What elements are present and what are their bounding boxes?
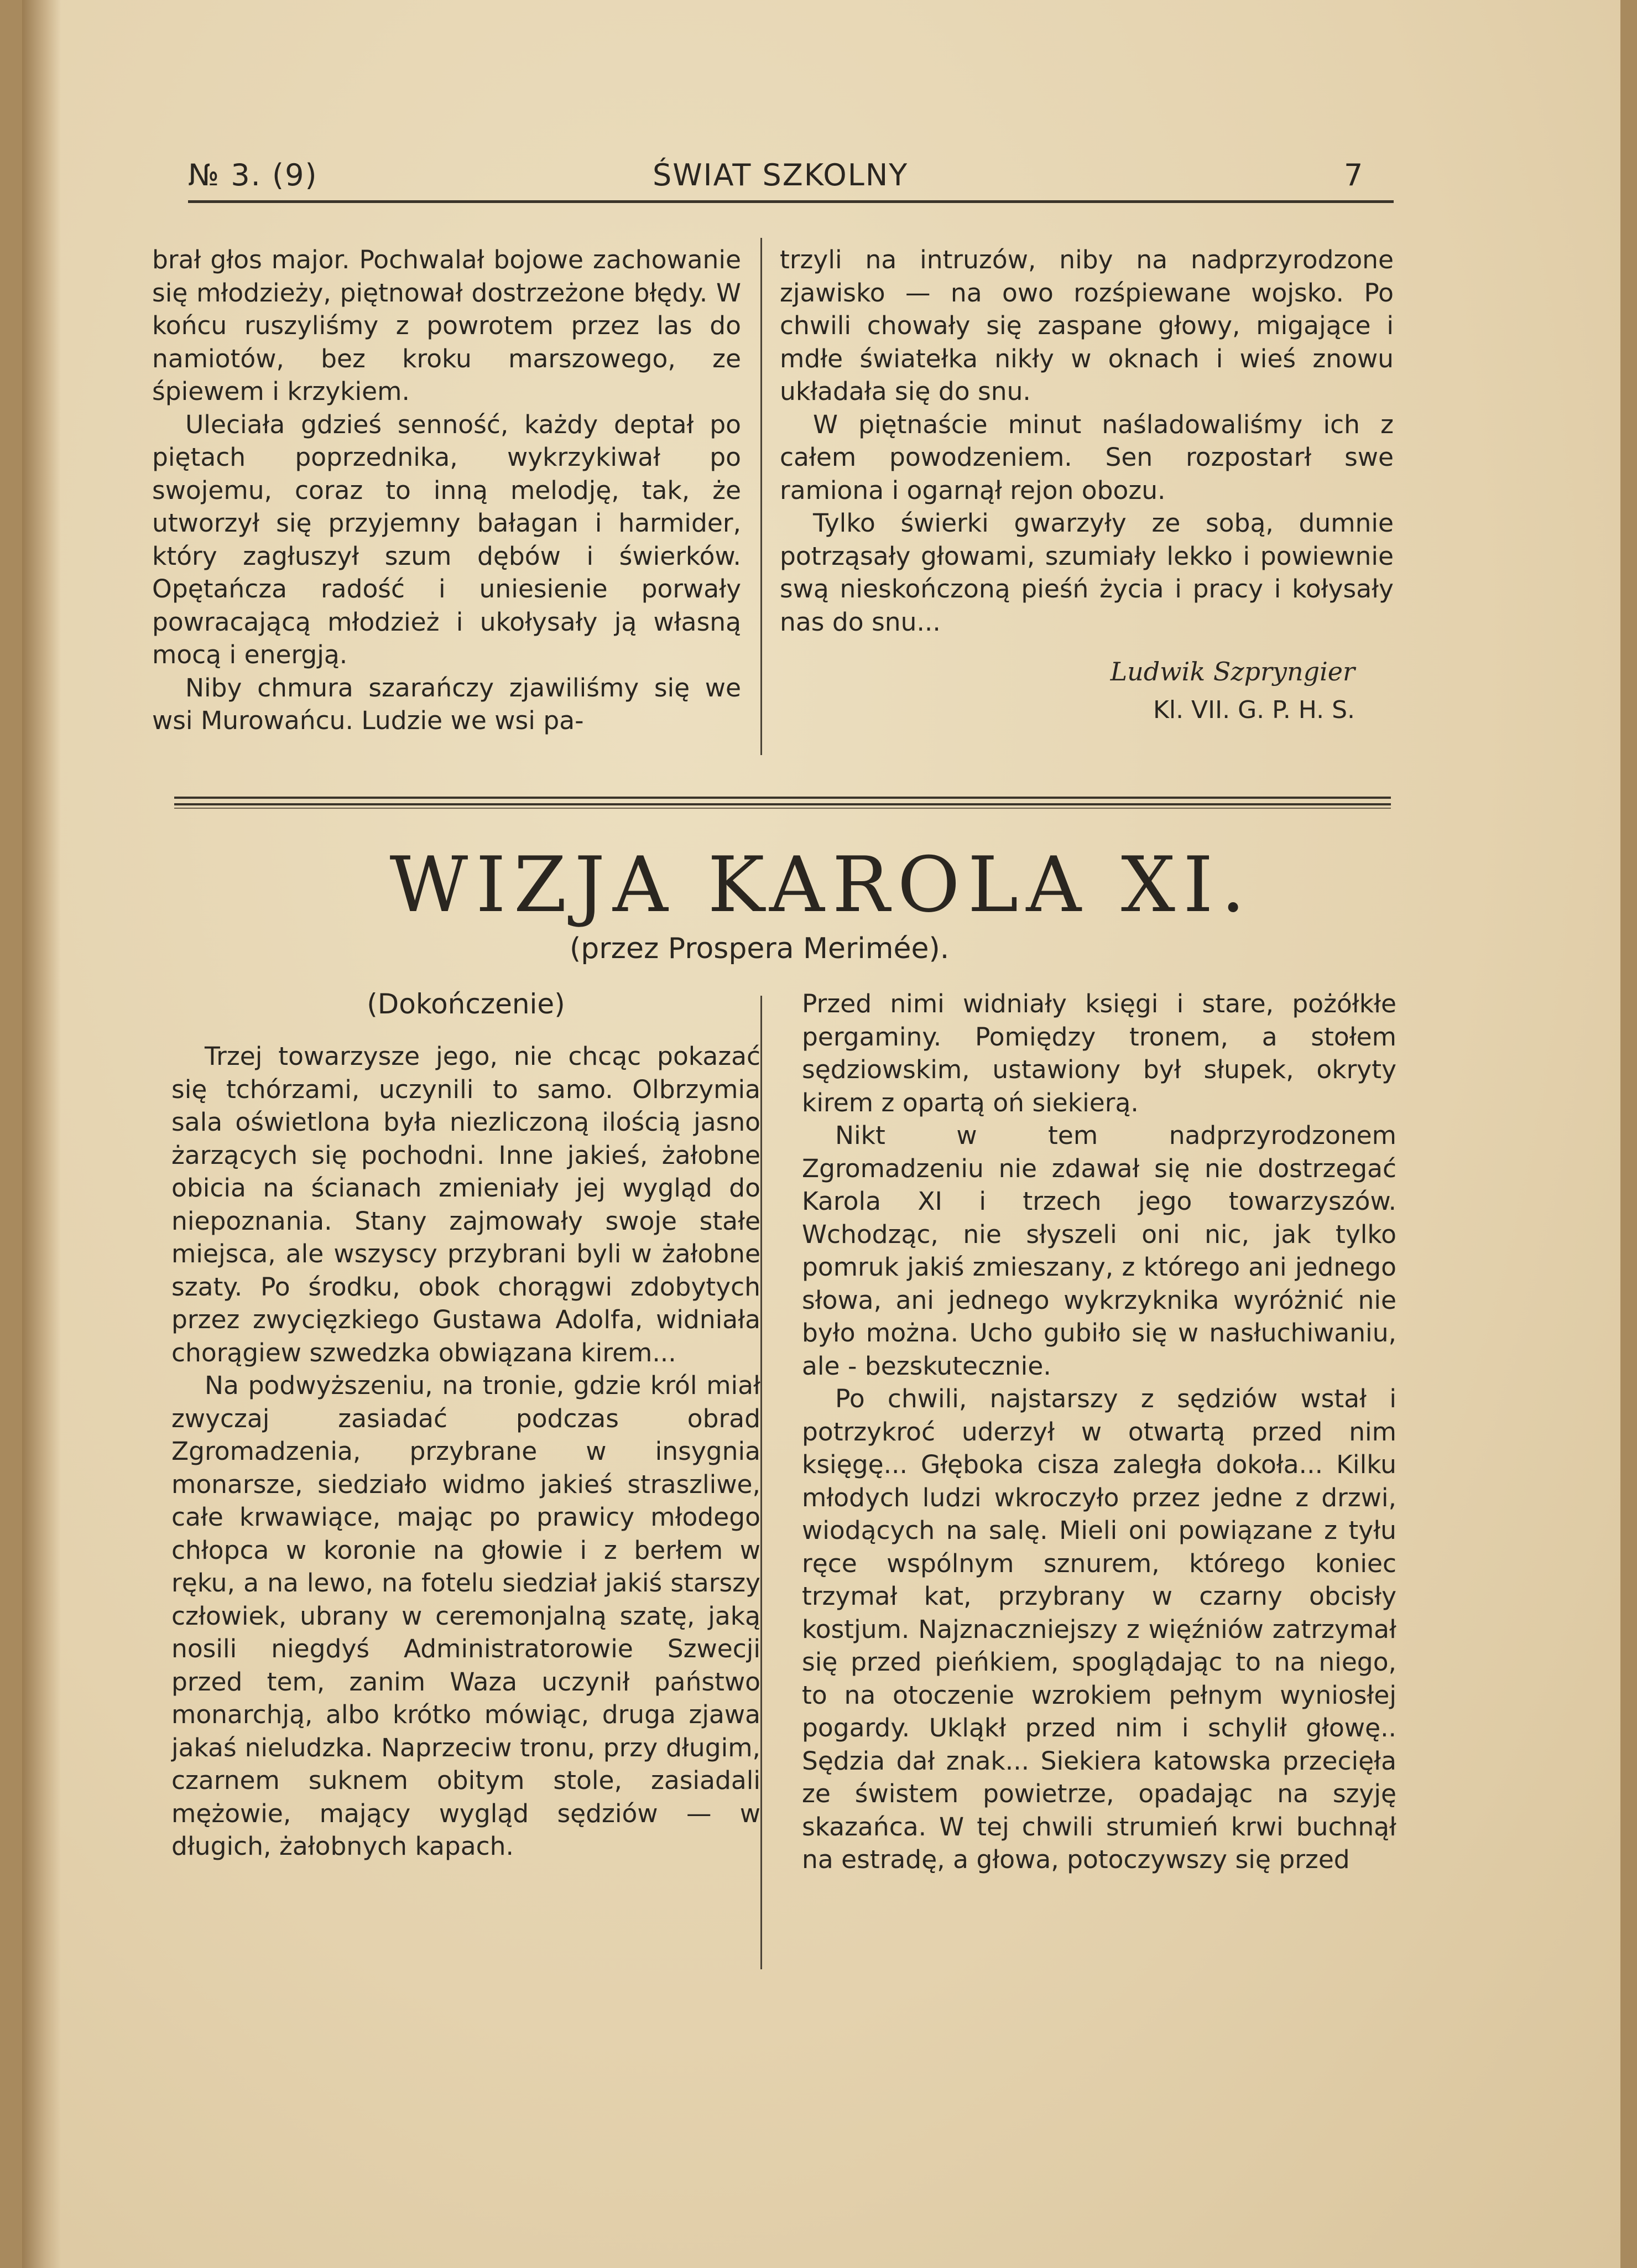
paragraph: Tylko świerki gwarzyły ze sobą, dumnie potrząsały głowami, szumiały lekko i powiewnie swą nieskończoną pieśń życia i pracy i kołysały nas do snu... (780, 508, 1394, 637)
paragraph: Uleciała gdzieś senność, każdy deptał po piętach poprzednika, wykrzykiwał po swojemu, coraz to inną melodję, tak, że utworzył się przyjemny bałagan i harmider, który zagłuszył szum dębów i świerków. Opętańcza radość i uniesienie porwały powracającą młodzież i ukołysały ją własną mocą i energją. (152, 409, 741, 669)
main-article-column-right (802, 987, 1396, 1876)
separator-line (174, 803, 1391, 805)
author-signature: Ludwik Szpryngier (1110, 657, 1355, 686)
paragraph: brał głos major. Pochwalał bojowe zachowanie się młodzieży, piętnował dostrzeżone błędy. W końcu ruszyliśmy z powrotem przez las do namiotów, bez kroku marszowego, ze śpiewem i krzykiem. (152, 245, 741, 406)
main-article-column-left (171, 985, 760, 1863)
author-class: Kl. VII. G. P. H. S. (1153, 696, 1355, 724)
paragraph: Na podwyższeniu, na tronie, gdzie król miał zwyczaj zasiadać podczas obrad Zgromadzenia, przybrane w insygnia monarsze, siedziało widmo jakieś straszliwe, całe krwawiące, mając po prawicy młodego chłopca w koronie na głowie i z berłem w ręku, a na lewo, na fotelu siedział jakiś starszy człowiek, ubrany w ceremonjalną szatę, jaką nosili niegdyś Administratorowie Szwecji przed tem, zanim Waza uczynił państwo monarchją, albo krótko mówiąc, druga zjawa jakaś nieludzka. Naprzeciw tronu, przy długim, czarnem suknem obitym stole, zasiadali mężowie, mający wygląd sędziów — w długich, żałobnych kapach. (171, 1371, 760, 1861)
article-subtitle: (przez Prospera Merimée). (570, 932, 950, 965)
separator-line (174, 808, 1391, 809)
page-number: 7 (1344, 158, 1364, 193)
top-article-column-left (152, 243, 741, 737)
paragraph: Trzej towarzysze jego, nie chcąc pokazać się tchórzami, uczynili to samo. Olbrzymia sala oświetlona była niezliczoną ilością jasno żarzących się pochodni. Inne jakieś, żałobne obicia na ścianach zmieniały jej wygląd do niepoznania. Stany zajmowały swoje stałe miejsca, ale wszyscy przybrani byli w żałobne szaty. Po środku, obok chorągwi zdobytych przez zwycięzkiego Gustawa Adolfa, widniała chorągiew szwedzka obwiązana kirem... (171, 1042, 760, 1367)
magazine-page (22, 0, 1620, 2268)
paragraph: trzyli na intruzów, niby na nadprzyrodzone zjawisko — na owo rozśpiewane wojsko. Po chwili chowały się zaspane głowy, migające i mdłe światełka nikły w oknach i wieś znowu układała się do snu. (780, 245, 1394, 406)
article-title: WIZJA KAROLA XI. (389, 840, 1253, 929)
running-header (188, 158, 1405, 202)
header-rule (188, 200, 1394, 203)
continuation-note: (Dokończenie) (367, 988, 565, 1020)
paragraph: Nikt w tem nadprzyrodzonem Zgromadzeniu nie zdawał się nie dostrzegać Karola XI i trzech jego towarzyszów. Wchodząc, nie słyszeli oni nic, jak tylko pomruk jakiś zmieszany, z którego ani jednego słowa, ani jednego wykrzyknika wyróżnić nie było można. Ucho gubiło się w nasłuchiwaniu, ale - bezskutecznie. (802, 1121, 1396, 1381)
separator-line (174, 797, 1391, 799)
column-divider (760, 996, 762, 1969)
paragraph: Po chwili, najstarszy z sędziów wstał i potrzykroć uderzył w otwartą przed nim księgę... Głęboka cisza zaległa dokoła... Kilku młodych ludzi wkroczyło przez jedne z drzwi, wiodących na salę. Mieli oni powiązane z tyłu ręce wspólnym sznurem, którego koniec trzymał kat, przybrany w czarny obcisły kostjum. Najznaczniejszy z więźniów zatrzymał się przed pieńkiem, spoglądając to na niego, to na otoczenie wzrokiem pełnym wyniosłej pogardy. Ukląkł przed nim i schylił głowę.. Sędzia dał znak... Siekiera katowska przecięła ze świstem powietrze, opadając na szyję skazańca. W tej chwili strumień krwi buchnął na estradę, a głowa, potoczywszy się przed (802, 1384, 1396, 1874)
page-spine-shadow (22, 0, 61, 2268)
paragraph: W piętnaście minut naśladowaliśmy ich z całem powodzeniem. Sen rozpostarł swe ramiona i ogarnął rejon obozu. (780, 409, 1394, 505)
issue-number: № 3. (9) (188, 158, 318, 193)
article-separator (174, 797, 1391, 810)
column-divider (760, 238, 762, 755)
top-article-column-right (780, 243, 1394, 727)
paragraph: Przed nimi widniały księgi i stare, pożółkłe pergaminy. Pomiędzy tronem, a stołem sędziowskim, ustawiony był słupek, okryty kirem z opartą oń siekierą. (802, 989, 1396, 1117)
journal-title: ŚWIAT SZKOLNY (653, 158, 909, 193)
paragraph: Niby chmura szarańczy zjawiliśmy się we wsi Murowańcu. Ludzie we wsi pa- (152, 673, 741, 735)
